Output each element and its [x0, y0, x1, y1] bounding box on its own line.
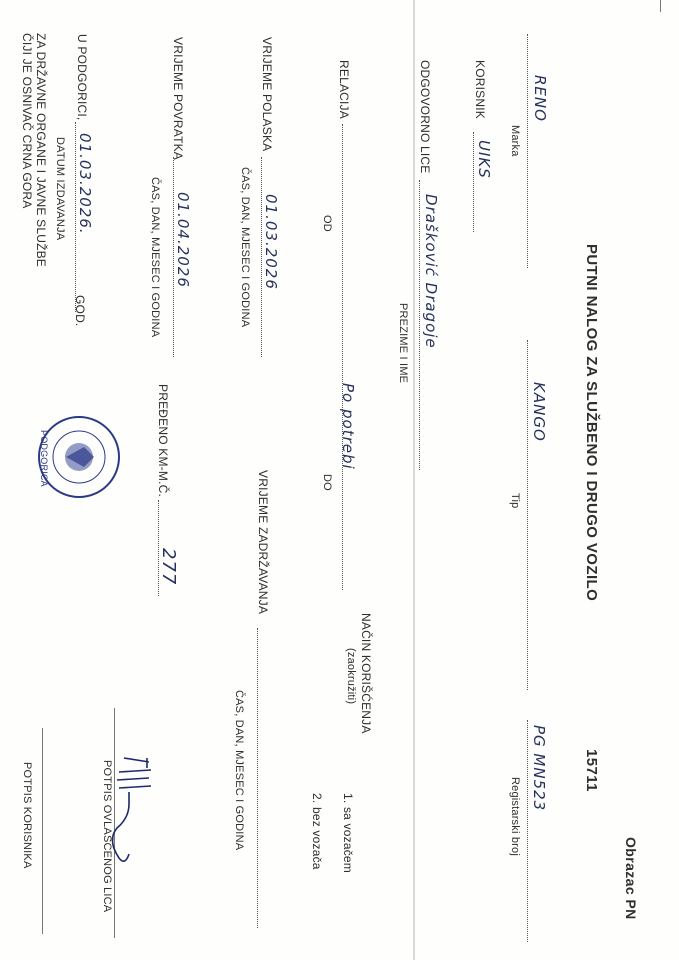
nacin-option-1[interactable]: 1. sa vozačem	[341, 793, 355, 873]
nacin-sub: (zaokružiti)	[345, 648, 357, 705]
relacija-do-value: Po potrebi	[339, 383, 357, 470]
korisnik-label: KORISNIK	[473, 60, 487, 119]
tip-value: KANGO	[530, 382, 548, 442]
podgorica-label: U PODGORICI,	[75, 34, 89, 121]
korisnik-line	[473, 132, 474, 232]
polazak-sub: ČAS, DAN, MJESEC I GODINA	[239, 167, 251, 328]
form-number: 15711	[583, 749, 600, 792]
polazak-value: 01.03.2026	[262, 194, 280, 290]
odgovorno-sub: PREZIME I IME	[397, 303, 409, 384]
org-line-1: ZA DRŽAVNE ORGANE I JAVNE SLUŽBE	[34, 33, 48, 268]
reg-label: Registarski broj	[509, 777, 521, 857]
relacija-do: DO	[321, 474, 333, 491]
relacija-od: OD	[321, 215, 333, 232]
povratak-label: VRIJEME POVRATKA	[171, 37, 185, 161]
corner-mark	[660, 0, 661, 12]
relacija-line	[342, 124, 343, 590]
reg-line	[527, 720, 528, 942]
podgorica-sub: DATUM IZDAVANJA	[54, 137, 66, 241]
form-code: Obrazac PN	[623, 837, 639, 920]
polazak-label: VRIJEME POLASKA	[260, 37, 274, 152]
odgovorno-line	[419, 180, 420, 470]
stamp-text: PODGORICA	[39, 430, 49, 487]
nacin-option-2[interactable]: 2. bez vozača	[310, 793, 324, 870]
km-label: PREĐENO KM-M.Č.	[156, 384, 170, 498]
zadrzavanje-sub: ČAS, DAN, MJESEC I GODINA	[233, 690, 245, 851]
marka-value: RENO	[531, 75, 549, 122]
authorized-signature-label: POTPIS OVLAŠĆENOG LICA	[101, 760, 113, 913]
user-signature-label: POTPIS KORISNIKA	[21, 762, 33, 869]
podgorica-date: 01.03.2026.	[76, 133, 94, 235]
reg-value: PG MN523	[530, 725, 548, 812]
signature-line-user	[42, 728, 43, 934]
org-line-2: ČIJI JE OSNIVAČ CRNA GORA	[20, 33, 34, 209]
podgorica-god: GOD.	[73, 295, 87, 327]
tip-label: Tip	[509, 493, 521, 509]
relacija-label: RELACIJA	[337, 60, 351, 119]
zadrzavanje-label: VRIJEME ZADRŽAVANJA	[256, 470, 270, 615]
odgovorno-value: Drašković Dragoje	[422, 194, 440, 349]
nacin-label: NAČIN KORIŠĆENJA	[359, 613, 373, 734]
povratak-value: 01.04.2026	[174, 192, 192, 288]
km-value: 277	[158, 548, 179, 586]
tip-line	[527, 340, 528, 690]
povratak-sub: ČAS, DAN, MJESEC I GODINA	[149, 177, 161, 338]
odgovorno-label: ODGOVORNO LICE	[418, 60, 432, 174]
fold-line	[413, 0, 415, 960]
zadrzavanje-line	[257, 628, 258, 928]
marka-label: Marka	[509, 125, 521, 157]
page-title: PUTNI NALOG ZA SLUŽBENO I DRUGO VOZILO	[583, 244, 600, 602]
korisnik-value: UIKS	[475, 140, 493, 179]
marka-line	[527, 34, 528, 268]
